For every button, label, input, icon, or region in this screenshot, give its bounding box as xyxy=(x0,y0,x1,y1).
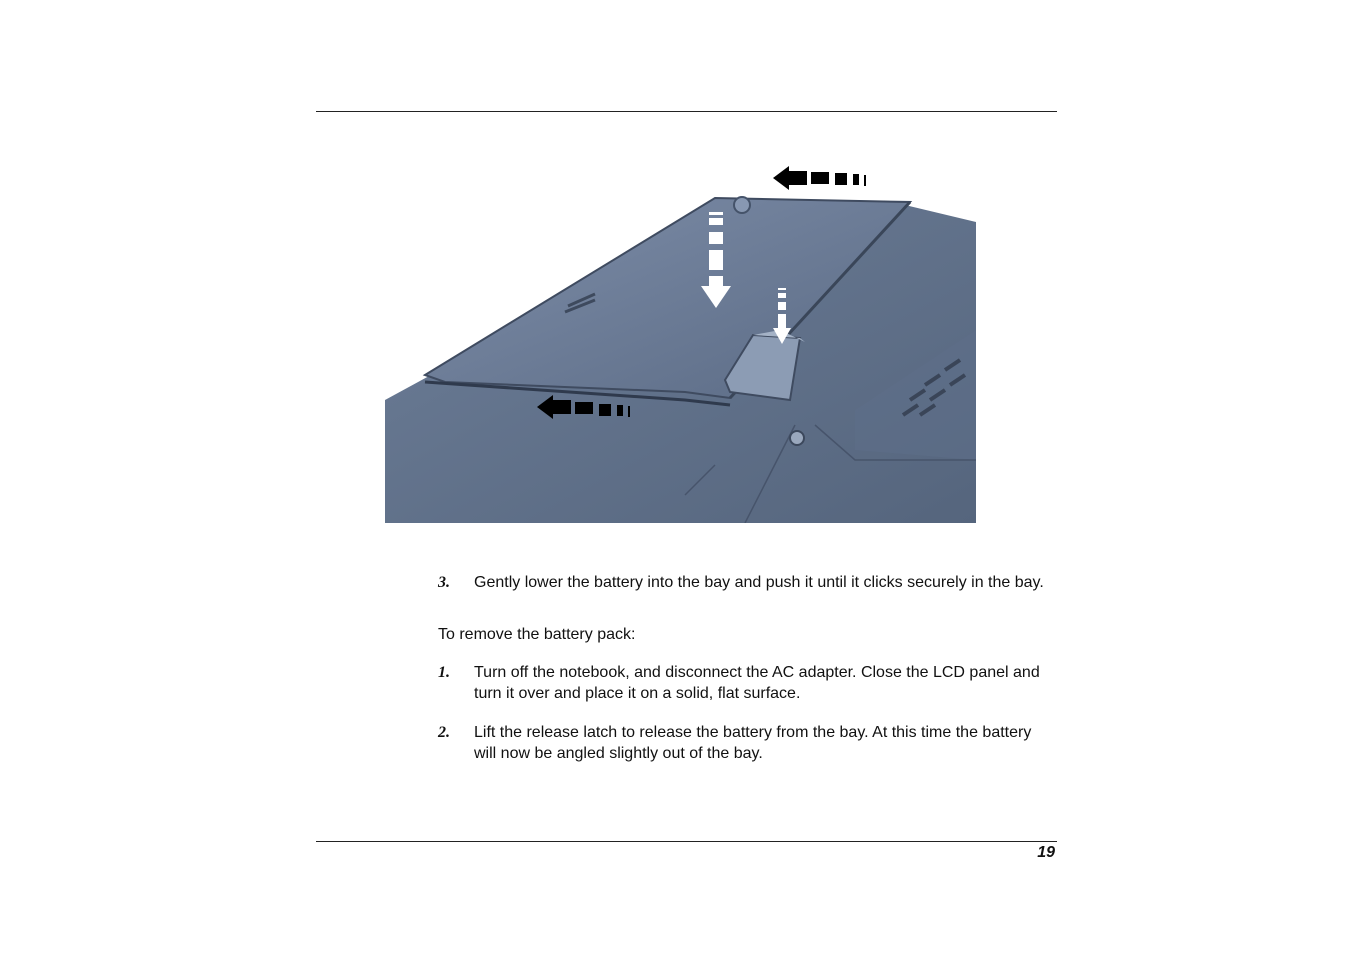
step-text: Lift the release latch to release the battery from the bay. At this time the battery will now be angled slightly out of the bay. xyxy=(474,724,1032,762)
step-text: Gently lower the battery into the bay and push it until it clicks securely in the bay. xyxy=(474,574,1044,591)
page-number: 19 xyxy=(1037,844,1055,861)
step-text: Turn off the notebook, and disconnect the AC adapter. Close the LCD panel and turn it over and place it on a solid, flat surface. xyxy=(474,664,1040,702)
step-number: 2. xyxy=(438,724,450,741)
step-number: 1. xyxy=(438,664,450,681)
section-intro: To remove the battery pack: xyxy=(438,626,636,643)
header-rule xyxy=(316,111,1057,112)
step-number: 3. xyxy=(438,574,450,591)
battery-installation-photo xyxy=(385,160,976,523)
footer-rule xyxy=(316,841,1057,842)
